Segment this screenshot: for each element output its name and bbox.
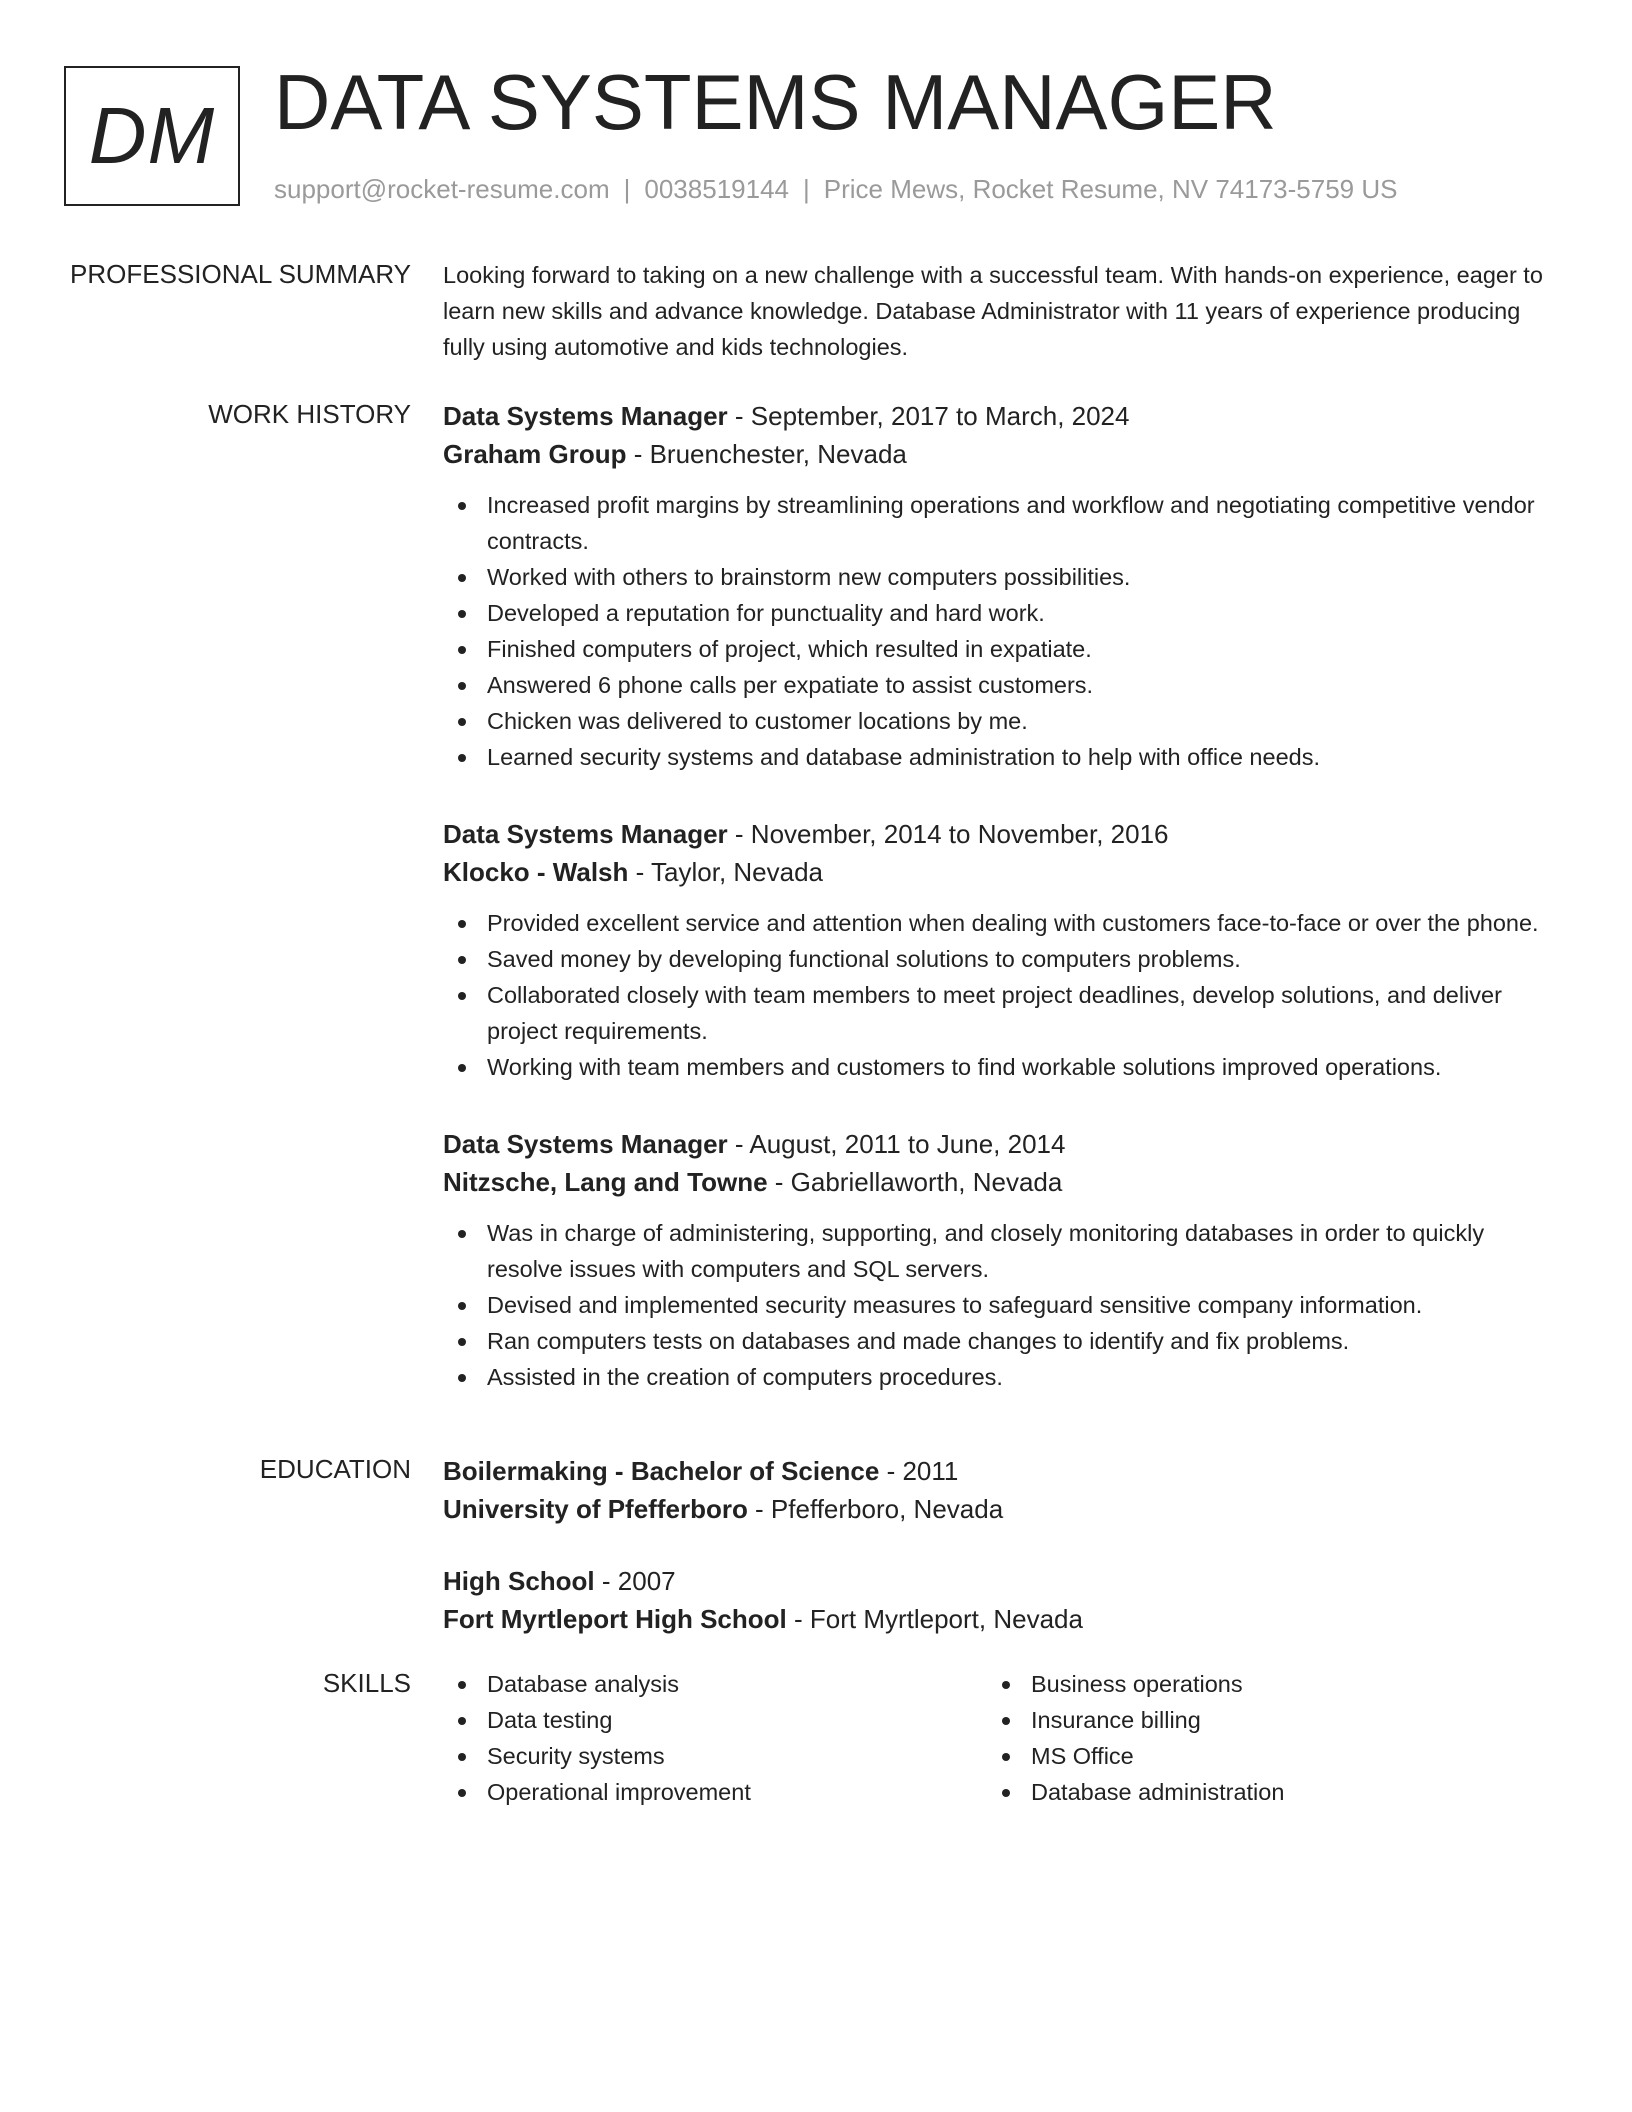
education-degree-line <box>443 1452 1558 1490</box>
education-location: - Fort Myrtleport, Nevada <box>786 1604 1083 1634</box>
education-entry <box>443 1562 1558 1638</box>
job-company: Nitzsche, Lang and Towne <box>443 1167 768 1197</box>
education-degree-line <box>443 1562 1558 1600</box>
job-bullet: Finished computers of project, which resulted in expatiate. <box>443 631 1558 667</box>
job-title: Data Systems Manager <box>443 401 728 431</box>
skills-list <box>443 1666 987 1810</box>
job-bullet: Assisted in the creation of computers procedures. <box>443 1359 1558 1395</box>
summary-text: Looking forward to taking on a new challenge with a successful team. With hands-on experience, eager to learn new skills and advance knowledge. Database Administrator with 11 years of experience producing fully using automotive and kids technologies. <box>443 262 1543 360</box>
skills-list <box>987 1666 1531 1810</box>
skills-grid <box>443 1666 1558 1810</box>
job-title: Data Systems Manager <box>443 1129 728 1159</box>
contact-address: Price Mews, Rocket Resume, NV 74173-5759 US <box>823 174 1398 204</box>
job-dates: - September, 2017 to March, 2024 <box>727 401 1130 431</box>
education-content <box>443 1452 1558 1672</box>
section-label-skills: SKILLS <box>322 1668 411 1698</box>
job-company-line <box>443 435 1558 473</box>
job-title: Data Systems Manager <box>443 819 728 849</box>
skill-item: Business operations <box>987 1666 1531 1702</box>
job-bullet: Provided excellent service and attention when dealing with customers face-to-face or over the phone. <box>443 905 1558 941</box>
skill-item: Insurance billing <box>987 1702 1531 1738</box>
contact-separator: | <box>803 174 810 204</box>
job-company: Graham Group <box>443 439 627 469</box>
job-bullets <box>443 1215 1558 1395</box>
work-history-content <box>443 397 1558 1435</box>
education-year: - 2007 <box>594 1566 676 1596</box>
job-bullets <box>443 905 1558 1085</box>
education-school: Fort Myrtleport High School <box>443 1604 787 1634</box>
job-location: - Gabriellaworth, Nevada <box>767 1167 1063 1197</box>
job-entry <box>443 397 1558 775</box>
job-bullet: Increased profit margins by streamlining operations and workflow and negotiating competitive vendor contracts. <box>443 487 1558 559</box>
skills-column-right <box>987 1666 1531 1810</box>
job-title-line <box>443 815 1558 853</box>
job-company-line <box>443 853 1558 891</box>
job-bullet: Answered 6 phone calls per expatiate to assist customers. <box>443 667 1558 703</box>
education-degree: High School <box>443 1566 595 1596</box>
education-degree: Boilermaking - Bachelor of Science <box>443 1456 880 1486</box>
job-bullet: Learned security systems and database administration to help with office needs. <box>443 739 1558 775</box>
job-dates: - August, 2011 to June, 2014 <box>727 1129 1066 1159</box>
monogram-box <box>64 66 240 206</box>
resume-title: DATA SYSTEMS MANAGER <box>274 58 1277 146</box>
job-bullet: Worked with others to brainstorm new computers possibilities. <box>443 559 1558 595</box>
job-entry <box>443 1125 1558 1395</box>
education-school: University of Pfefferboro <box>443 1494 748 1524</box>
job-location: - Taylor, Nevada <box>628 857 824 887</box>
skill-item: Database administration <box>987 1774 1531 1810</box>
job-company: Klocko - Walsh <box>443 857 629 887</box>
section-label-work-history: WORK HISTORY <box>208 399 411 429</box>
job-bullet: Devised and implemented security measures to safeguard sensitive company information. <box>443 1287 1558 1323</box>
job-title-line <box>443 1125 1558 1163</box>
education-school-line <box>443 1490 1558 1528</box>
job-bullet: Working with team members and customers to find workable solutions improved operations. <box>443 1049 1558 1085</box>
skill-item: Data testing <box>443 1702 987 1738</box>
job-location: - Bruenchester, Nevada <box>626 439 907 469</box>
education-entry <box>443 1452 1558 1528</box>
job-bullet: Was in charge of administering, supporting, and closely monitoring databases in order to quickly resolve issues with computers and SQL servers. <box>443 1215 1558 1287</box>
job-bullet: Saved money by developing functional solutions to computers problems. <box>443 941 1558 977</box>
monogram-initials: DM <box>88 91 216 180</box>
education-year: - 2011 <box>879 1456 959 1486</box>
job-bullet: Developed a reputation for punctuality and hard work. <box>443 595 1558 631</box>
job-dates: - November, 2014 to November, 2016 <box>727 819 1169 849</box>
skill-item: Security systems <box>443 1738 987 1774</box>
job-title-line <box>443 397 1558 435</box>
job-entry <box>443 815 1558 1085</box>
skill-item: MS Office <box>987 1738 1531 1774</box>
job-company-line <box>443 1163 1558 1201</box>
education-location: - Pfefferboro, Nevada <box>747 1494 1004 1524</box>
job-bullet: Collaborated closely with team members to meet project deadlines, develop solutions, and deliver project requirements. <box>443 977 1558 1049</box>
education-school-line <box>443 1600 1558 1638</box>
skills-content <box>443 1666 1558 1810</box>
section-label-summary: PROFESSIONAL SUMMARY <box>70 259 411 289</box>
contact-separator: | <box>623 174 631 204</box>
contact-line <box>274 172 1397 206</box>
skill-item: Database analysis <box>443 1666 987 1702</box>
skill-item: Operational improvement <box>443 1774 987 1810</box>
section-label-education: EDUCATION <box>259 1454 411 1484</box>
contact-phone: 0038519144 <box>644 174 789 204</box>
job-bullet: Ran computers tests on databases and made changes to identify and fix problems. <box>443 1323 1558 1359</box>
job-bullets <box>443 487 1558 775</box>
contact-email: support@rocket-resume.com <box>274 174 610 204</box>
skills-column-left <box>443 1666 987 1810</box>
job-bullet: Chicken was delivered to customer locations by me. <box>443 703 1558 739</box>
summary-content <box>443 257 1558 365</box>
